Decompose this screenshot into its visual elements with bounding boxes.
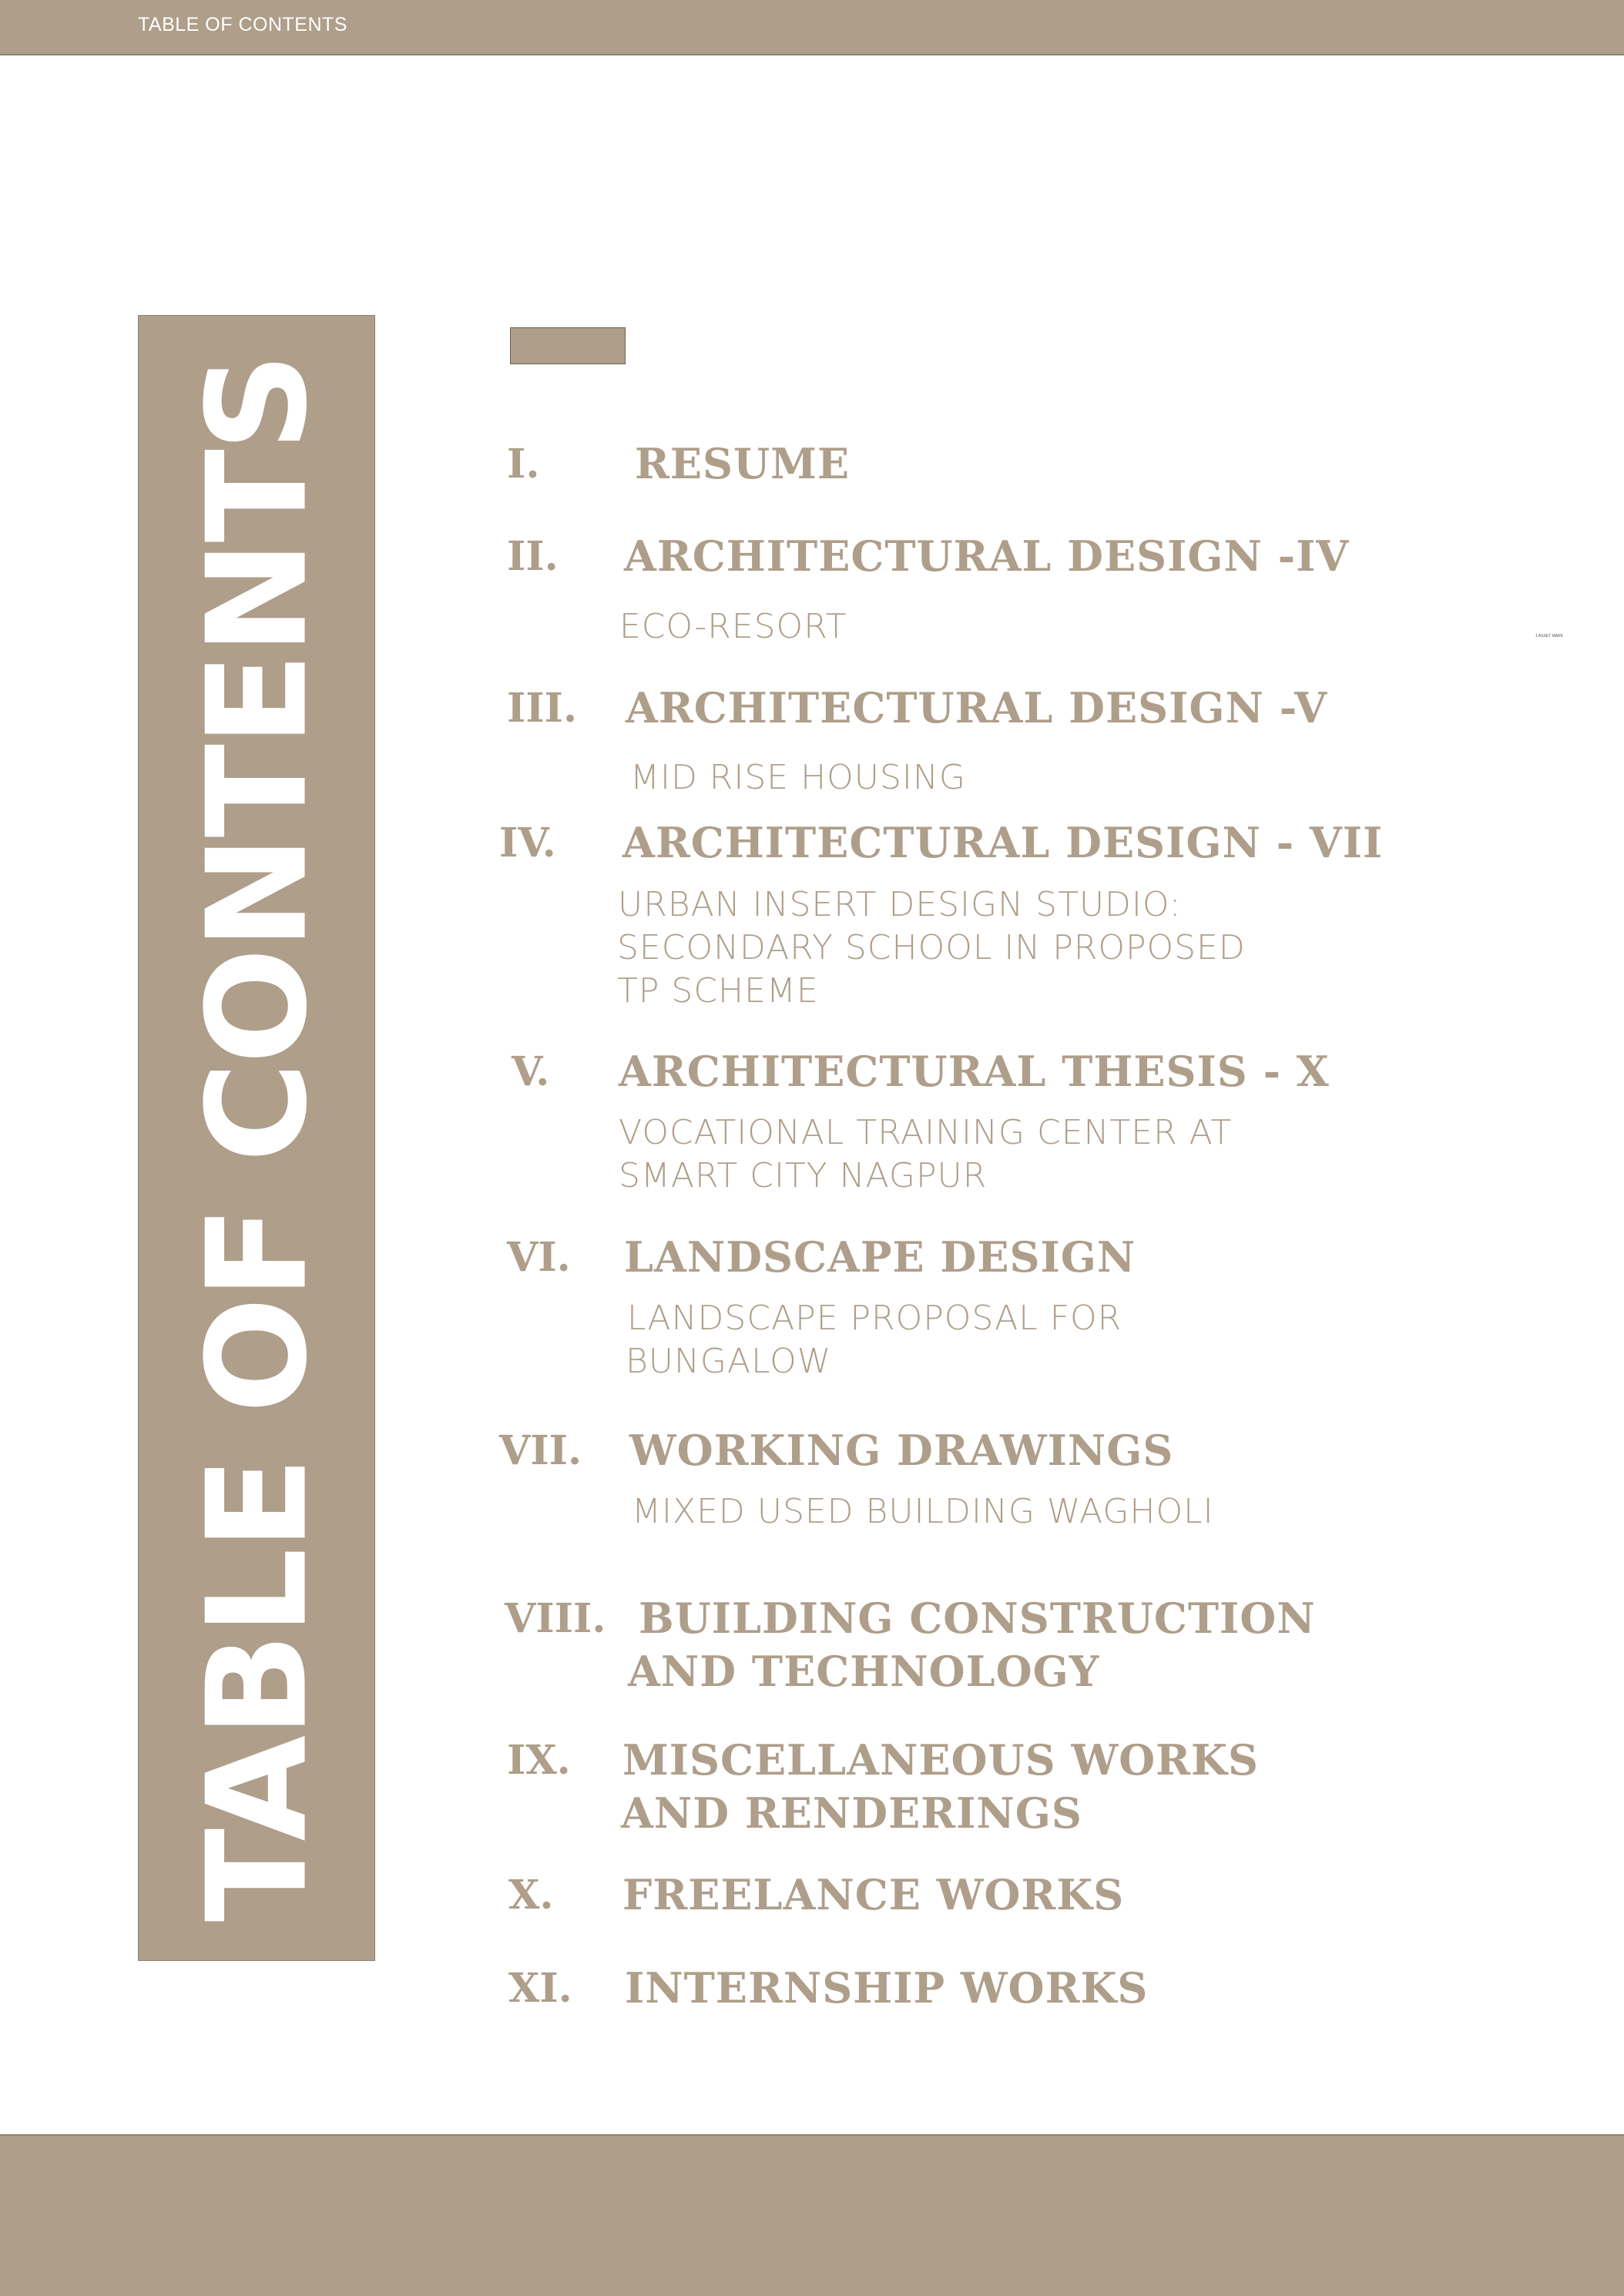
- toc-numeral-3: III.: [507, 685, 578, 732]
- toc-subtitle-6-line-2: BUNGALOW: [626, 1342, 832, 1381]
- toc-numeral-8: VIII.: [505, 1595, 606, 1642]
- toc-heading-10[interactable]: FREELANCE WORKS: [622, 1870, 1125, 1919]
- toc-numeral-9: IX.: [507, 1737, 571, 1784]
- header-title: TABLE OF CONTENTS: [138, 14, 347, 35]
- toc-subtitle-4-line-2: SECONDARY SCHOOL IN PROPOSED: [617, 928, 1246, 967]
- toc-numeral-6: VI.: [507, 1234, 571, 1281]
- toc-numeral-4: IV.: [499, 820, 556, 866]
- toc-heading-8-line-2[interactable]: AND TECHNOLOGY: [628, 1647, 1100, 1696]
- toc-subtitle-4-line-3: TP SCHEME: [617, 971, 819, 1011]
- side-panel-title: TABLE OF CONTENTS: [177, 354, 337, 1922]
- toc-numeral-5: V.: [512, 1048, 550, 1095]
- toc-numeral-7: VII.: [499, 1427, 582, 1474]
- toc-heading-4[interactable]: ARCHITECTURAL DESIGN - VII: [622, 818, 1384, 867]
- toc-subtitle-5-line-2: SMART CITY NAGPUR: [619, 1156, 988, 1195]
- toc-heading-8-line-1[interactable]: BUILDING CONSTRUCTION: [639, 1594, 1316, 1643]
- toc-subtitle-3: MID RISE HOUSING: [630, 758, 966, 797]
- accent-block: [510, 327, 626, 364]
- toc-subtitle-2: ECO-RESORT: [619, 607, 847, 646]
- side-title-panel: [138, 315, 375, 1961]
- toc-numeral-11: XI.: [508, 1965, 572, 2012]
- toc-heading-2[interactable]: ARCHITECTURAL DESIGN -IV: [624, 531, 1350, 581]
- toc-heading-7[interactable]: WORKING DRAWINGS: [629, 1426, 1174, 1475]
- toc-heading-3[interactable]: ARCHITECTURAL DESIGN -V: [626, 683, 1328, 732]
- footer-bar: [0, 2134, 1624, 2296]
- toc-numeral-10: X.: [508, 1872, 554, 1919]
- toc-heading-1[interactable]: RESUME: [635, 439, 851, 488]
- toc-subtitle-5-line-1: VOCATIONAL TRAINING CENTER AT: [619, 1113, 1233, 1152]
- toc-heading-5[interactable]: ARCHITECTURAL THESIS - X: [619, 1047, 1330, 1096]
- toc-subtitle-4-line-1: URBAN INSERT DESIGN STUDIO:: [618, 885, 1182, 924]
- toc-subtitle-7: MIXED USED BUILDING WAGHOLI: [632, 1492, 1214, 1531]
- toc-heading-6[interactable]: LANDSCAPE DESIGN: [624, 1232, 1136, 1282]
- toc-numeral-1: I.: [507, 441, 540, 488]
- toc-numeral-2: II.: [507, 533, 559, 580]
- tiny-asset-label: 1 ASSET MARK: [1535, 634, 1564, 639]
- toc-heading-9-line-2[interactable]: AND RENDERINGS: [621, 1788, 1082, 1838]
- toc-heading-9-line-1[interactable]: MISCELLANEOUS WORKS: [622, 1735, 1259, 1785]
- header-bar: [0, 0, 1624, 55]
- toc-subtitle-6-line-1: LANDSCAPE PROPOSAL FOR: [627, 1299, 1122, 1338]
- toc-heading-11[interactable]: INTERNSHIP WORKS: [625, 1963, 1149, 2013]
